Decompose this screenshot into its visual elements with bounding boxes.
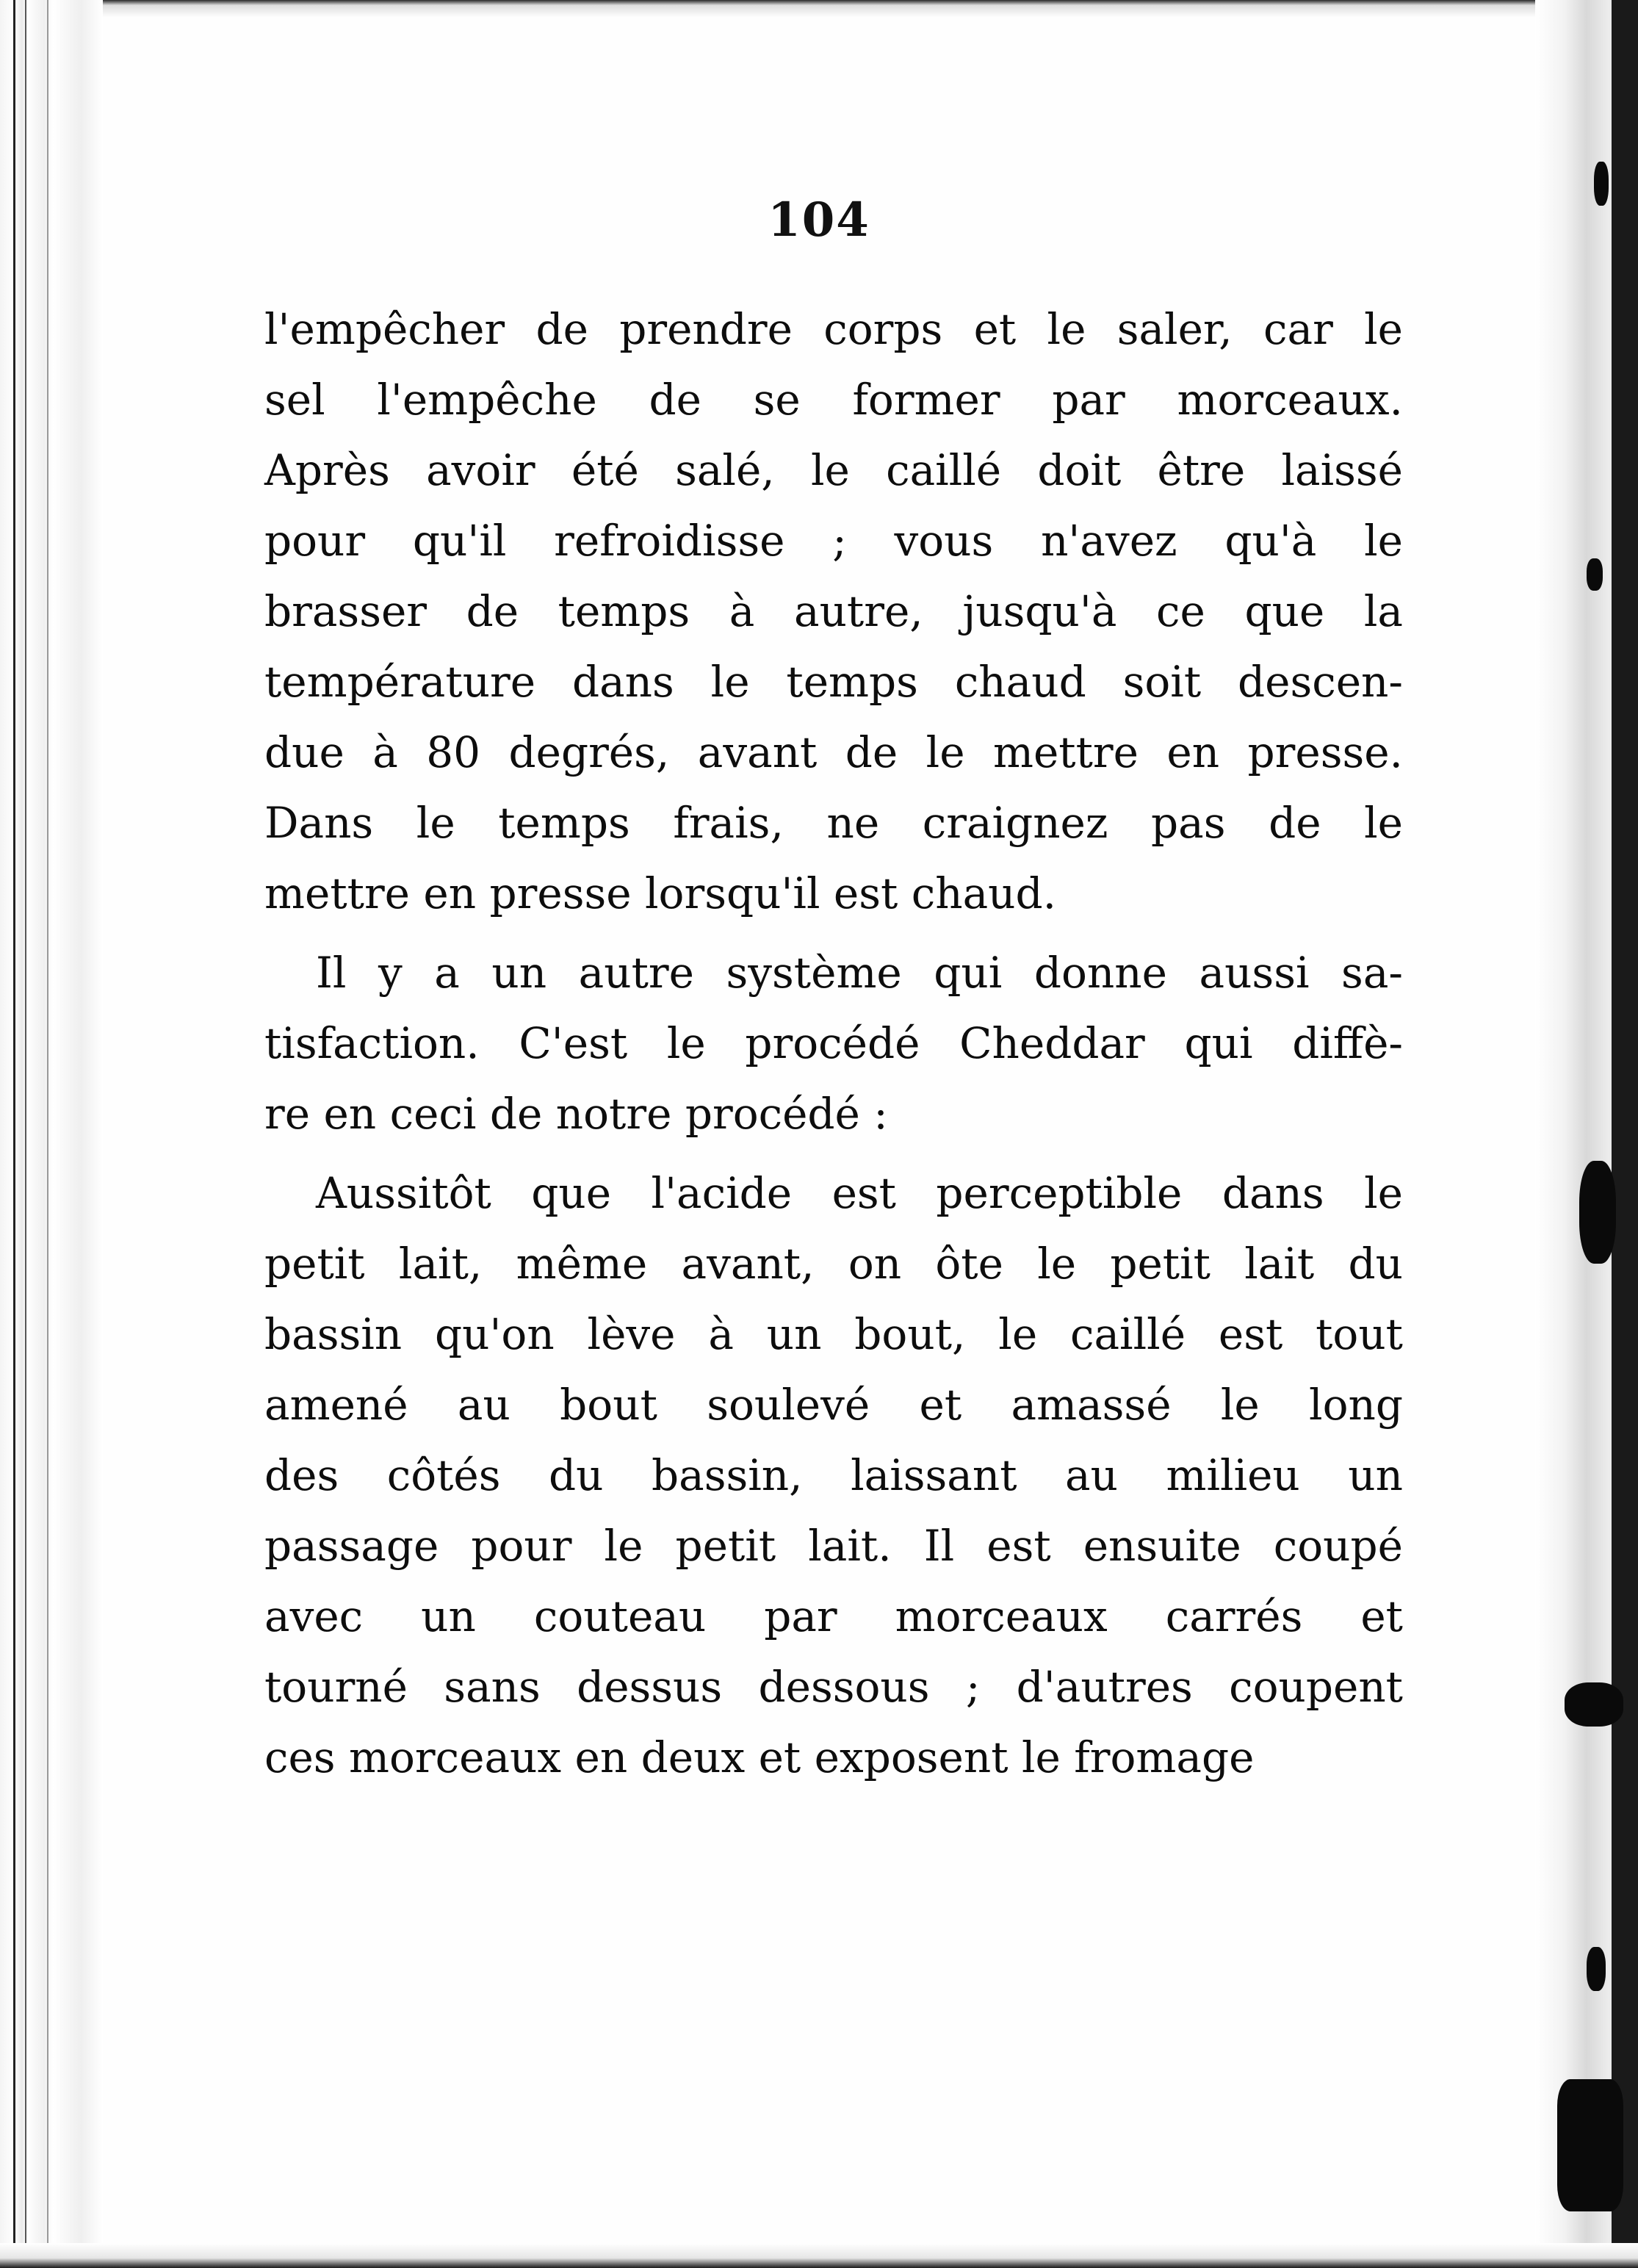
ink-blot <box>1579 1161 1616 1264</box>
bottom-scan-edge <box>0 2243 1638 2268</box>
top-scan-edge <box>0 0 1638 18</box>
paragraph <box>264 1158 1403 1793</box>
text-line: l'empêcher de prendre corps et le saler, car le <box>264 304 1403 354</box>
text-line: passage pour le petit lait. Il est ensuite coupé <box>264 1521 1403 1571</box>
binding-line <box>47 0 48 2268</box>
paragraph <box>264 294 1403 929</box>
text-line: mettre en presse lorsqu'il est chaud. <box>264 868 1057 918</box>
page-number: 104 <box>768 192 870 248</box>
ink-blot <box>1587 558 1603 591</box>
text-line: tourné sans dessus dessous ; d'autres coupent <box>264 1662 1403 1712</box>
text-line: température dans le temps chaud soit descen- <box>264 657 1403 707</box>
text-line: sel l'empêche de se former par morceaux. <box>264 375 1403 425</box>
body-text <box>264 294 1403 1793</box>
text-line: Après avoir été salé, le caillé doit être laissé <box>264 445 1403 495</box>
text-line: des côtés du bassin, laissant au milieu un <box>264 1450 1403 1500</box>
ink-blot <box>1587 1947 1606 1991</box>
text-line: Dans le temps frais, ne craignez pas de le <box>264 798 1403 848</box>
text-line: brasser de temps à autre, jusqu'à ce que la <box>264 586 1403 636</box>
paragraph <box>264 937 1403 1149</box>
text-line: avec un couteau par morceaux carrés et <box>264 1591 1403 1641</box>
text-line: bassin qu'on lève à un bout, le caillé est tout <box>264 1309 1403 1359</box>
paragraph-gap <box>264 929 1403 937</box>
paragraph-gap <box>264 1149 1403 1158</box>
right-scan-edge <box>1535 0 1638 2268</box>
text-line: Aussitôt que l'acide est perceptible dans le <box>316 1168 1403 1218</box>
text-line: re en ceci de notre procédé : <box>264 1089 888 1139</box>
text-line: amené au bout soulevé et amassé le long <box>264 1380 1403 1430</box>
text-line: Il y a un autre système qui donne aussi sa- <box>316 948 1403 998</box>
text-line: ces morceaux en deux et exposent le fromage <box>264 1732 1255 1782</box>
text-line: pour qu'il refroidisse ; vous n'avez qu'à le <box>264 516 1403 566</box>
binding-line <box>13 0 15 2268</box>
binding-line <box>25 0 26 2268</box>
left-binding-edge <box>0 0 103 2268</box>
text-line: due à 80 degrés, avant de le mettre en presse. <box>264 727 1403 777</box>
right-dark-strip <box>1612 0 1638 2268</box>
ink-blot <box>1565 1682 1623 1727</box>
text-line: tisfaction. C'est le procédé Cheddar qui diffè- <box>264 1018 1403 1068</box>
text-line: petit lait, même avant, on ôte le petit lait du <box>264 1239 1403 1289</box>
ink-blot <box>1557 2079 1623 2211</box>
